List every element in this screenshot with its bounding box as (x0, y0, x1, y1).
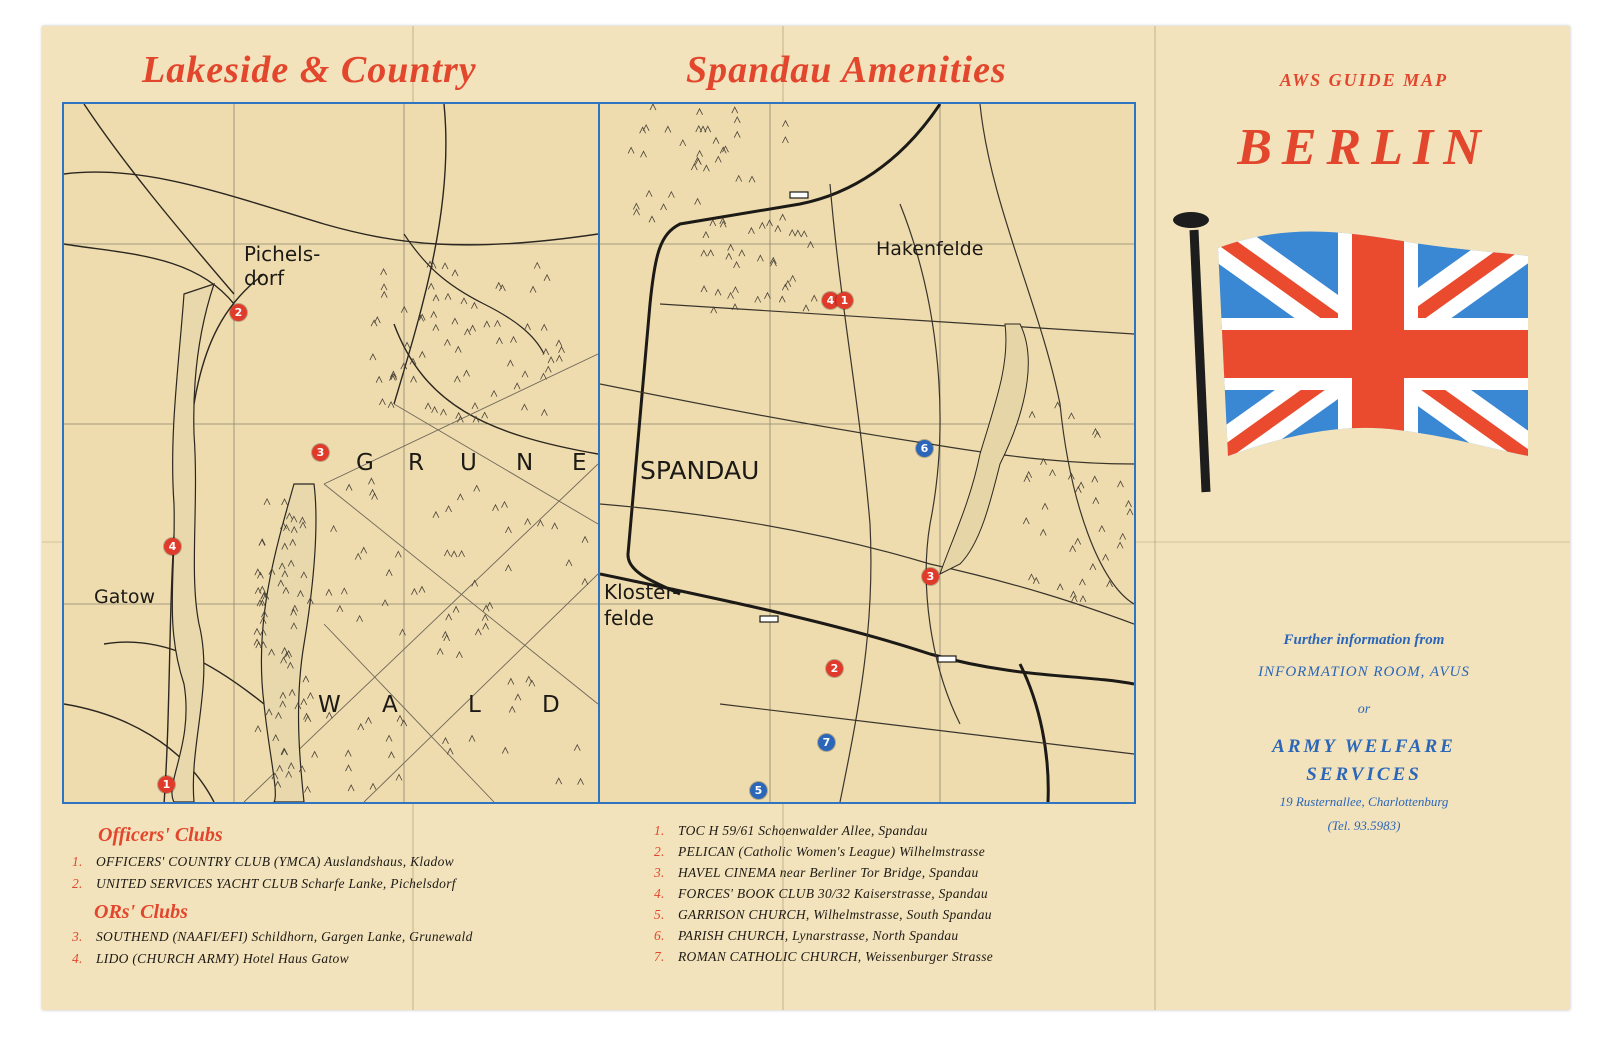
tree-symbol (282, 499, 288, 505)
legend-number: 4. (72, 951, 83, 966)
tree-symbol (734, 262, 740, 268)
wood-letter: A (382, 692, 398, 718)
tree-symbol (433, 295, 439, 301)
legend-number: 3. (72, 929, 83, 944)
legend-amenities (654, 820, 993, 967)
tree-symbol (708, 250, 714, 256)
tree-symbol (556, 355, 562, 361)
tree-symbol (454, 376, 460, 382)
tree-symbol (1126, 501, 1132, 507)
tree-symbol (732, 287, 738, 293)
place-pichelsdorf-1: Pichels- (244, 242, 321, 266)
legend-number: 2. (654, 844, 665, 859)
tree-symbol (749, 176, 755, 182)
tree-symbol (303, 676, 309, 682)
tree-symbol (370, 490, 376, 496)
legend-text: HAVEL CINEMA near Berliner Tor Bridge, Spandau (678, 865, 979, 880)
tree-symbol (695, 199, 701, 205)
map-marker-7[interactable]: 7 (818, 734, 835, 751)
tree-symbol (472, 403, 478, 409)
tree-symbol (795, 230, 801, 236)
legend-item (654, 820, 993, 841)
tree-symbol (633, 203, 639, 209)
tree-symbol (496, 338, 502, 344)
union-flag-icon (1158, 202, 1570, 502)
tree-symbol (442, 738, 448, 744)
tree-symbol (444, 635, 450, 641)
tree-symbol (301, 699, 307, 705)
legend-heading-ors: ORs' Clubs (94, 901, 188, 923)
legend-number: 7. (654, 949, 665, 964)
tree-symbol (494, 321, 500, 327)
tree-symbol (464, 329, 470, 335)
wood-letter: W (318, 692, 341, 718)
wood-letter: D (542, 692, 560, 718)
legend-text: FORCES' BOOK CLUB 30/32 Kaiserstrasse, Spandau (678, 886, 988, 901)
legend-number: 3. (654, 865, 665, 880)
tree-symbol (734, 132, 740, 138)
tree-symbol (710, 220, 716, 226)
tree-symbol (431, 312, 437, 318)
tree-symbol (492, 505, 498, 511)
tree-symbol (376, 377, 382, 383)
tree-symbol (381, 269, 387, 275)
map-marker-3[interactable]: 3 (312, 444, 329, 461)
cover-kicker: AWS GUIDE MAP (1279, 70, 1449, 90)
tree-symbol (507, 360, 513, 366)
tree-symbol (446, 506, 452, 512)
tree-symbol (370, 354, 376, 360)
legend-item (654, 841, 993, 862)
tree-symbol (697, 151, 703, 157)
tree-symbol (1040, 530, 1046, 536)
tree-symbol (641, 151, 647, 157)
cover-telephone: (Tel. 93.5983) (1327, 818, 1401, 833)
tree-symbol (559, 347, 565, 353)
tree-symbol (502, 502, 508, 508)
tree-symbol (379, 399, 385, 405)
tree-symbol (529, 680, 535, 686)
tree-symbol (444, 550, 450, 556)
wood-letter: N (516, 450, 534, 476)
tree-symbol (757, 255, 763, 261)
legend-number: 4. (654, 886, 665, 901)
place-pichelsdorf-2: dorf (244, 266, 285, 290)
tree-symbol (491, 391, 497, 397)
tree-symbol (680, 140, 686, 146)
tree-symbol (552, 523, 558, 529)
tree-symbol (368, 478, 374, 484)
tree-symbol (482, 412, 488, 418)
place-spandau: SPANDAU (640, 456, 760, 485)
tree-symbol (748, 228, 754, 234)
tree-symbol (432, 407, 438, 413)
cover-address: 19 Rusternallee, Charlottenburg (1279, 794, 1449, 809)
tree-symbol (381, 284, 387, 290)
tree-symbol (469, 736, 475, 742)
tree-symbol (728, 293, 734, 299)
tree-symbol (345, 750, 351, 756)
tree-symbol (582, 579, 588, 585)
tree-symbol (483, 623, 489, 629)
tree-symbol (582, 537, 588, 543)
tree-symbol (736, 176, 742, 182)
tree-symbol (544, 275, 550, 281)
legend-item (654, 946, 993, 967)
tree-symbol (545, 366, 551, 372)
tree-symbol (1117, 481, 1123, 487)
legend-item (654, 883, 993, 904)
tree-symbol (522, 371, 528, 377)
wood-letter: R (408, 450, 424, 476)
tree-symbol (1099, 526, 1105, 532)
legend-text: ROMAN CATHOLIC CHURCH, Weissenburger Strasse (678, 949, 994, 964)
tree-symbol (346, 485, 352, 491)
tree-symbol (459, 551, 465, 557)
tree-symbol (811, 295, 817, 301)
map-marker-4[interactable]: 4 (164, 538, 181, 555)
tree-symbol (471, 303, 477, 309)
tree-symbol (715, 156, 721, 162)
legend-text: OFFICERS' COUNTRY CLUB (YMCA) Auslandshaus, Kladow (96, 854, 454, 869)
tree-symbol (1092, 476, 1098, 482)
tree-symbol (370, 784, 376, 790)
tree-symbol (358, 724, 364, 730)
tree-symbol (304, 786, 310, 792)
tree-symbol (701, 250, 707, 256)
tree-symbol (1042, 504, 1048, 510)
cover-room: INFORMATION ROOM, AVUS (1258, 664, 1470, 680)
tree-symbol (475, 629, 481, 635)
legend-text: PELICAN (Catholic Women's League) Wilhelmstrasse (678, 844, 986, 859)
tree-symbol (437, 649, 443, 655)
tree-symbol (419, 352, 425, 358)
tree-symbol (755, 297, 761, 303)
cover-org-line1: ARMY WELFARE (1272, 736, 1456, 757)
tree-symbol (1079, 579, 1085, 585)
legend-clubs (72, 824, 473, 970)
tree-symbol (386, 570, 392, 576)
tree-symbol (703, 165, 709, 171)
tree-symbol (470, 325, 476, 331)
tree-symbol (255, 726, 261, 732)
tree-symbol (444, 340, 450, 346)
legend-text: PARISH CHURCH, Lynarstrasse, North Spandau (678, 928, 959, 943)
tree-symbol (574, 745, 580, 751)
tree-symbol (578, 779, 584, 785)
tree-symbol (428, 283, 434, 289)
tree-symbol (691, 164, 697, 170)
tree-symbol (732, 107, 738, 113)
tree-symbol (382, 600, 388, 606)
legend-text: SOUTHEND (NAAFI/EFI) Schildhorn, Gargen Lanke, Grunewald (96, 929, 473, 944)
tree-symbol (395, 551, 401, 557)
tree-symbol (525, 324, 531, 330)
legend-item (72, 926, 473, 948)
map-marker-2[interactable]: 2 (230, 304, 247, 321)
tree-symbol (759, 223, 765, 229)
tree-symbol (510, 337, 516, 343)
tree-symbol (446, 614, 452, 620)
legend-item (654, 862, 993, 883)
tree-symbol (808, 242, 814, 248)
legend-text: UNITED SERVICES YACHT CLUB Scharfe Lanke, Pichelsdorf (96, 876, 456, 891)
tree-symbol (1120, 534, 1126, 540)
tree-symbol (628, 147, 634, 153)
tree-symbol (331, 526, 337, 532)
tree-symbol (767, 220, 773, 226)
wood-letter: G (356, 450, 374, 476)
legend-number: 1. (654, 823, 665, 838)
tree-symbol (1127, 509, 1133, 515)
tree-symbol (521, 404, 527, 410)
lakeside-map[interactable] (62, 102, 600, 804)
tree-symbol (548, 357, 554, 363)
tree-symbol (764, 293, 770, 299)
tree-symbol (713, 138, 719, 144)
wood-letter: E (572, 450, 587, 476)
legend-heading-officers: Officers' Clubs (98, 824, 223, 846)
legend-number: 1. (72, 854, 83, 869)
tree-symbol (484, 321, 490, 327)
tree-symbol (326, 590, 332, 596)
tree-symbol (556, 340, 562, 346)
legend-number: 6. (654, 928, 665, 943)
cover-org-line2: SERVICES (1306, 764, 1422, 785)
tree-symbol (456, 652, 462, 658)
legend-number: 2. (72, 876, 83, 891)
tree-symbol (1090, 564, 1096, 570)
tree-symbol (396, 774, 402, 780)
legend-text: LIDO (CHURCH ARMY) Hotel Haus Gatow (96, 951, 349, 966)
tree-symbol (566, 560, 572, 566)
legend-item (72, 851, 473, 873)
legend-item (72, 948, 473, 970)
legend-item (72, 873, 473, 895)
tree-symbol (1024, 476, 1030, 482)
cover-further: Further information from (1283, 632, 1445, 648)
spandau-map[interactable] (598, 102, 1136, 804)
tree-symbol (388, 752, 394, 758)
tree-symbol (1075, 539, 1081, 545)
tree-symbol (361, 547, 367, 553)
tree-symbol (534, 263, 540, 269)
tree-symbol (780, 214, 786, 220)
tree-symbol (1023, 518, 1029, 524)
tree-symbol (461, 298, 467, 304)
tree-symbol (726, 253, 732, 259)
tree-symbol (515, 694, 521, 700)
legend-item (654, 904, 993, 925)
tree-symbol (433, 512, 439, 518)
tree-symbol (451, 551, 457, 557)
tree-symbol (1070, 546, 1076, 552)
wood-letter: U (460, 450, 477, 476)
tree-symbol (775, 226, 781, 232)
tree-symbol (779, 296, 785, 302)
tree-symbol (646, 191, 652, 197)
tree-symbol (442, 263, 448, 269)
tree-symbol (661, 204, 667, 210)
tree-symbol (734, 117, 740, 123)
map-marker-1[interactable]: 1 (836, 292, 853, 309)
place-gatow: Gatow (94, 586, 155, 608)
tree-symbol (440, 409, 446, 415)
map-marker-5[interactable]: 5 (750, 782, 767, 799)
tree-symbol (701, 286, 707, 292)
tree-symbol (388, 402, 394, 408)
tree-symbol (452, 318, 458, 324)
wood-letter: L (468, 692, 481, 718)
tree-symbol (399, 629, 405, 635)
tree-symbol (803, 305, 809, 311)
tree-symbol (455, 347, 461, 353)
legend-text: GARRISON CHURCH, Wilhelmstrasse, South Spandau (678, 907, 992, 922)
tree-symbol (355, 554, 361, 560)
tree-symbol (1103, 554, 1109, 560)
tree-symbol (445, 294, 451, 300)
tree-symbol (1029, 412, 1035, 418)
tree-symbol (728, 245, 734, 251)
tree-symbol (668, 192, 674, 198)
tree-symbol (665, 126, 671, 132)
left-map-title: Lakeside & Country (142, 49, 477, 91)
tree-symbol (556, 778, 562, 784)
map-marker-6[interactable]: 6 (916, 440, 933, 457)
map-marker-2[interactable]: 2 (826, 660, 843, 677)
map-marker-1[interactable]: 1 (158, 776, 175, 793)
spandau-map-drawing (600, 104, 1134, 802)
tree-symbol (650, 104, 656, 110)
legend-text: TOC H 59/61 Schoenwalder Allee, Spandau (678, 823, 928, 838)
tree-symbol (697, 109, 703, 115)
tree-symbol (433, 325, 439, 331)
legend-number: 5. (654, 907, 665, 922)
cover-panel (1158, 26, 1570, 1010)
tree-symbol (509, 707, 515, 713)
tree-symbol (452, 270, 458, 276)
tree-symbol (782, 137, 788, 143)
tree-symbol (1080, 596, 1086, 602)
tree-symbol (341, 588, 347, 594)
cover-city-title: BERLIN (1237, 119, 1491, 176)
place-hakenfelde: Hakenfelde (876, 238, 984, 260)
tree-symbol (474, 485, 480, 491)
tree-symbol (419, 587, 425, 593)
tree-symbol (264, 499, 270, 505)
tree-symbol (411, 589, 417, 595)
tree-symbol (312, 752, 318, 758)
tree-symbol (514, 383, 520, 389)
tree-symbol (541, 325, 547, 331)
tree-symbol (502, 748, 508, 754)
map-marker-3[interactable]: 3 (922, 568, 939, 585)
tree-symbol (782, 121, 788, 127)
tree-symbol (386, 735, 392, 741)
tree-symbol (1117, 542, 1123, 548)
tree-symbol (508, 679, 514, 685)
tree-symbol (254, 629, 260, 635)
guide-map-sheet (42, 26, 1570, 1010)
tree-symbol (789, 230, 795, 236)
place-klosterfelde-1: Kloster- (604, 580, 680, 604)
tree-symbol (703, 232, 709, 238)
tree-symbol (348, 785, 354, 791)
tree-symbol (720, 221, 726, 227)
tree-symbol (739, 250, 745, 256)
tree-symbol (715, 289, 721, 295)
tree-symbol (649, 216, 655, 222)
tree-symbol (505, 527, 511, 533)
legend-item (654, 925, 993, 946)
tree-symbol (453, 607, 459, 613)
tree-symbol (505, 565, 511, 571)
place-klosterfelde-2: felde (604, 606, 654, 630)
right-map-title: Spandau Amenities (686, 49, 1007, 91)
tree-symbol (464, 370, 470, 376)
tree-symbol (257, 572, 263, 578)
tree-symbol (634, 209, 640, 215)
tree-symbol (381, 292, 387, 298)
tree-symbol (371, 320, 377, 326)
tree-symbol (790, 276, 796, 282)
tree-symbol (365, 718, 371, 724)
tree-symbol (457, 494, 463, 500)
tree-symbol (1070, 591, 1076, 597)
cover-or: or (1357, 702, 1371, 717)
tree-symbol (357, 616, 363, 622)
tree-symbol (307, 693, 313, 699)
tree-symbol (525, 519, 531, 525)
tree-symbol (1028, 574, 1034, 580)
tree-symbol (1049, 470, 1055, 476)
map-marker-4[interactable]: 4 (822, 292, 839, 309)
tree-symbol (411, 376, 417, 382)
tree-symbol (1093, 498, 1099, 504)
tree-symbol (801, 231, 807, 237)
tree-symbol (541, 410, 547, 416)
tree-symbol (1068, 413, 1074, 419)
tree-symbol (425, 403, 431, 409)
tree-symbol (346, 765, 352, 771)
tree-symbol (1057, 584, 1063, 590)
tree-symbol (530, 287, 536, 293)
fold-line (1154, 26, 1156, 1010)
tree-symbol (337, 606, 343, 612)
